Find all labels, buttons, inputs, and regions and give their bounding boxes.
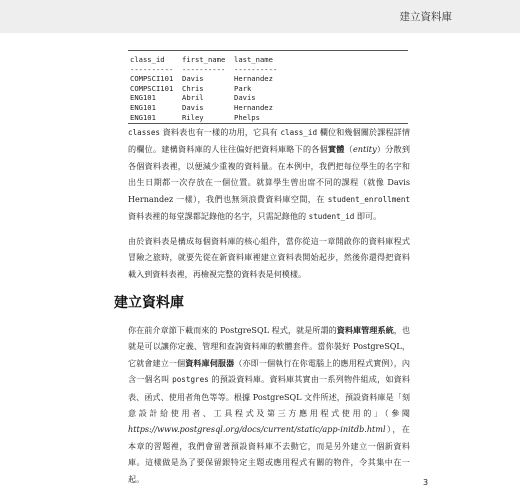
running-header bbox=[0, 0, 520, 33]
code-output: class_id first_name last_name ---------- ---------- ---------- COMPSCI101 Davis Hernandez COMPSCI101 Chris Park ENG101 Abril Davis ENG101 Davis Hernandez ENG101 Riley Phelps bbox=[130, 55, 278, 122]
paragraph-classes-table: classes 資料表也有一樣的功用，它具有 class_id 欄位和幾個關於課程詳情的欄位。建構資料庫的人往往偏好把資料庫略下的各個實體（entity）分散到各個資料表裡，以便減少重複的資料量。在本例中，我們把每位學生的名字和出生日期都一次存放在一個位置。就算學生曾出席不同的課程（就像 Davis Hernandez 一樣），我們也無須浪費資料庫空間，在 student_enrollment 資料表裡的每堂課都記錄他的名字，只需記錄他的 student_id 即可。 bbox=[128, 127, 410, 222]
section-heading: 建立資料庫 bbox=[114, 295, 184, 311]
code-output-table bbox=[128, 50, 408, 124]
paragraph-create-database: 你在前介章節下載而來的 PostgreSQL 程式，就是所謂的資料庫管理系統，也就是可以讓你定義、管理和查詢資料庫的軟體套件。當你裝好 PostgreSQL，它就會建立一個資料庫伺服器（亦即一個執行在你電腦上的應用程式實例），內含一個名叫 postgres 的預設資料庫。資料庫其實由一系列物件組成，如資料表、函式、使用者角色等等。根據 PostgreSQL 文件所述，預設資料庫是「刻意設計給使用者、工具程式及第三方應用程式使用的」（參閱 https://www.postgresql.org/docs/current/static/app-initdb.html），在本章的習題裡，我們會留著預設資料庫不去動它，而是另外建立一個新資料庫。這樣做是為了要保留銀特定主題或應用程式有關的物件，令其集中在一起。 bbox=[128, 325, 410, 484]
page-number: 3 bbox=[423, 478, 429, 487]
paragraph-tables-core: 由於資料表是構成每個資料庫的核心組件，當你從這一章開啟你的資料庫程式冒險之旅時，就要先從在新資料庫裡建立資料表開始起步，然後你還得把資料載入到資料表裡，再檢視完整的資料表是何模樣。 bbox=[128, 236, 410, 279]
running-title: 建立資料庫 bbox=[399, 11, 452, 23]
